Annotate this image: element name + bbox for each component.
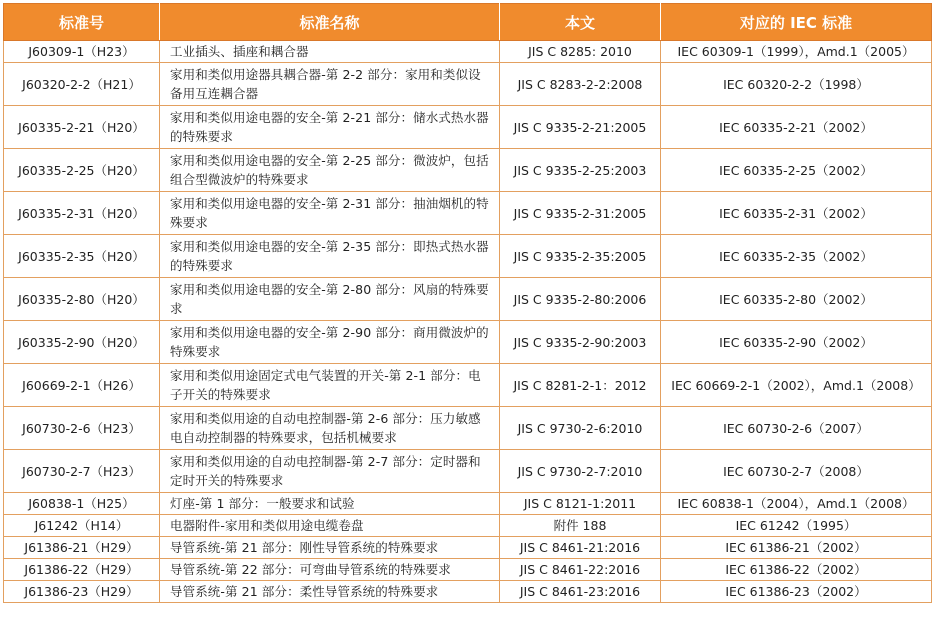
standards-table [3, 3, 932, 603]
standard-name-cell: 导管系统-第 22 部分：可弯曲导管系统的特殊要求 [160, 559, 500, 581]
jis-standard-cell: JIS C 8121-1:2011 [500, 493, 661, 515]
standard-number-cell: J60838-1（H25） [4, 493, 160, 515]
jis-standard-cell: JIS C 9335-2-90:2003 [500, 321, 661, 364]
jis-standard-cell: JIS C 8285: 2010 [500, 41, 661, 63]
standard-number-cell: J61386-22（H29） [4, 559, 160, 581]
standard-name-cell: 灯座-第 1 部分：一般要求和试验 [160, 493, 500, 515]
jis-standard-cell: JIS C 8281-2-1：2012 [500, 364, 661, 407]
table-row [4, 493, 932, 515]
standard-number-cell: J60669-2-1（H26） [4, 364, 160, 407]
table-row [4, 450, 932, 493]
table-row [4, 63, 932, 106]
iec-standard-cell: IEC 60838-1（2004），Amd.1（2008） [661, 493, 932, 515]
header-jis: 本文 [500, 4, 661, 41]
standard-name-cell: 电器附件-家用和类似用途电缆卷盘 [160, 515, 500, 537]
standard-number-cell: J60335-2-35（H20） [4, 235, 160, 278]
iec-standard-cell: IEC 60730-2-6（2007） [661, 407, 932, 450]
iec-standard-cell: IEC 60335-2-90（2002） [661, 321, 932, 364]
table-row [4, 537, 932, 559]
standard-number-cell: J61242（H14） [4, 515, 160, 537]
iec-standard-cell: IEC 60335-2-21（2002） [661, 106, 932, 149]
jis-standard-cell: JIS C 8461-21:2016 [500, 537, 661, 559]
standard-number-cell: J61386-21（H29） [4, 537, 160, 559]
standard-name-cell: 工业插头、插座和耦合器 [160, 41, 500, 63]
jis-standard-cell: JIS C 9335-2-35:2005 [500, 235, 661, 278]
jis-standard-cell: JIS C 8461-22:2016 [500, 559, 661, 581]
header-iec: 对应的 IEC 标准 [661, 4, 932, 41]
table-header [4, 4, 932, 41]
jis-standard-cell: JIS C 8283-2-2:2008 [500, 63, 661, 106]
jis-standard-cell: JIS C 9335-2-80:2006 [500, 278, 661, 321]
iec-standard-cell: IEC 60335-2-35（2002） [661, 235, 932, 278]
table-row [4, 235, 932, 278]
table-row [4, 407, 932, 450]
jis-standard-cell: JIS C 9730-2-7:2010 [500, 450, 661, 493]
standard-name-cell: 导管系统-第 21 部分：刚性导管系统的特殊要求 [160, 537, 500, 559]
standard-number-cell: J60320-2-2（H21） [4, 63, 160, 106]
iec-standard-cell: IEC 60309-1（1999），Amd.1（2005） [661, 41, 932, 63]
standard-number-cell: J60730-2-6（H23） [4, 407, 160, 450]
table-row [4, 364, 932, 407]
table-row [4, 192, 932, 235]
jis-standard-cell: 附件 188 [500, 515, 661, 537]
standard-name-cell: 家用和类似用途的自动电控制器-第 2-7 部分：定时器和定时开关的特殊要求 [160, 450, 500, 493]
standard-name-cell: 导管系统-第 21 部分：柔性导管系统的特殊要求 [160, 581, 500, 603]
standard-number-cell: J60335-2-25（H20） [4, 149, 160, 192]
standard-name-cell: 家用和类似用途的自动电控制器-第 2-6 部分：压力敏感电自动控制器的特殊要求，包括机械要求 [160, 407, 500, 450]
standard-number-cell: J60335-2-31（H20） [4, 192, 160, 235]
table-row [4, 41, 932, 63]
table-row [4, 278, 932, 321]
jis-standard-cell: JIS C 9730-2-6:2010 [500, 407, 661, 450]
jis-standard-cell: JIS C 9335-2-21:2005 [500, 106, 661, 149]
standard-number-cell: J60335-2-90（H20） [4, 321, 160, 364]
table-row [4, 515, 932, 537]
standard-number-cell: J60309-1（H23） [4, 41, 160, 63]
iec-standard-cell: IEC 60335-2-31（2002） [661, 192, 932, 235]
standard-name-cell: 家用和类似用途电器的安全-第 2-21 部分：储水式热水器的特殊要求 [160, 106, 500, 149]
iec-standard-cell: IEC 60669-2-1（2002），Amd.1（2008） [661, 364, 932, 407]
standard-name-cell: 家用和类似用途电器的安全-第 2-31 部分：抽油烟机的特殊要求 [160, 192, 500, 235]
standard-name-cell: 家用和类似用途电器的安全-第 2-25 部分：微波炉，包括组合型微波炉的特殊要求 [160, 149, 500, 192]
standard-name-cell: 家用和类似用途电器的安全-第 2-90 部分：商用微波炉的特殊要求 [160, 321, 500, 364]
iec-standard-cell: IEC 61386-22（2002） [661, 559, 932, 581]
standard-name-cell: 家用和类似用途电器的安全-第 2-80 部分：风扇的特殊要求 [160, 278, 500, 321]
standard-number-cell: J60730-2-7（H23） [4, 450, 160, 493]
standard-name-cell: 家用和类似用途固定式电气装置的开关-第 2-1 部分：电子开关的特殊要求 [160, 364, 500, 407]
jis-standard-cell: JIS C 9335-2-25:2003 [500, 149, 661, 192]
iec-standard-cell: IEC 61386-23（2002） [661, 581, 932, 603]
table-row [4, 321, 932, 364]
standard-number-cell: J60335-2-21（H20） [4, 106, 160, 149]
standard-number-cell: J60335-2-80（H20） [4, 278, 160, 321]
standards-table-container [3, 3, 931, 603]
table-row [4, 581, 932, 603]
iec-standard-cell: IEC 60730-2-7（2008） [661, 450, 932, 493]
iec-standard-cell: IEC 61386-21（2002） [661, 537, 932, 559]
table-row [4, 559, 932, 581]
standard-name-cell: 家用和类似用途电器的安全-第 2-35 部分：即热式热水器的特殊要求 [160, 235, 500, 278]
standard-name-cell: 家用和类似用途器具耦合器-第 2-2 部分：家用和类似设备用互连耦合器 [160, 63, 500, 106]
header-standard-name: 标准名称 [160, 4, 500, 41]
table-row [4, 106, 932, 149]
iec-standard-cell: IEC 61242（1995） [661, 515, 932, 537]
jis-standard-cell: JIS C 8461-23:2016 [500, 581, 661, 603]
iec-standard-cell: IEC 60320-2-2（1998） [661, 63, 932, 106]
header-row [4, 4, 932, 41]
iec-standard-cell: IEC 60335-2-80（2002） [661, 278, 932, 321]
header-standard-number: 标准号 [4, 4, 160, 41]
table-row [4, 149, 932, 192]
jis-standard-cell: JIS C 9335-2-31:2005 [500, 192, 661, 235]
table-body [4, 41, 932, 603]
iec-standard-cell: IEC 60335-2-25（2002） [661, 149, 932, 192]
standard-number-cell: J61386-23（H29） [4, 581, 160, 603]
